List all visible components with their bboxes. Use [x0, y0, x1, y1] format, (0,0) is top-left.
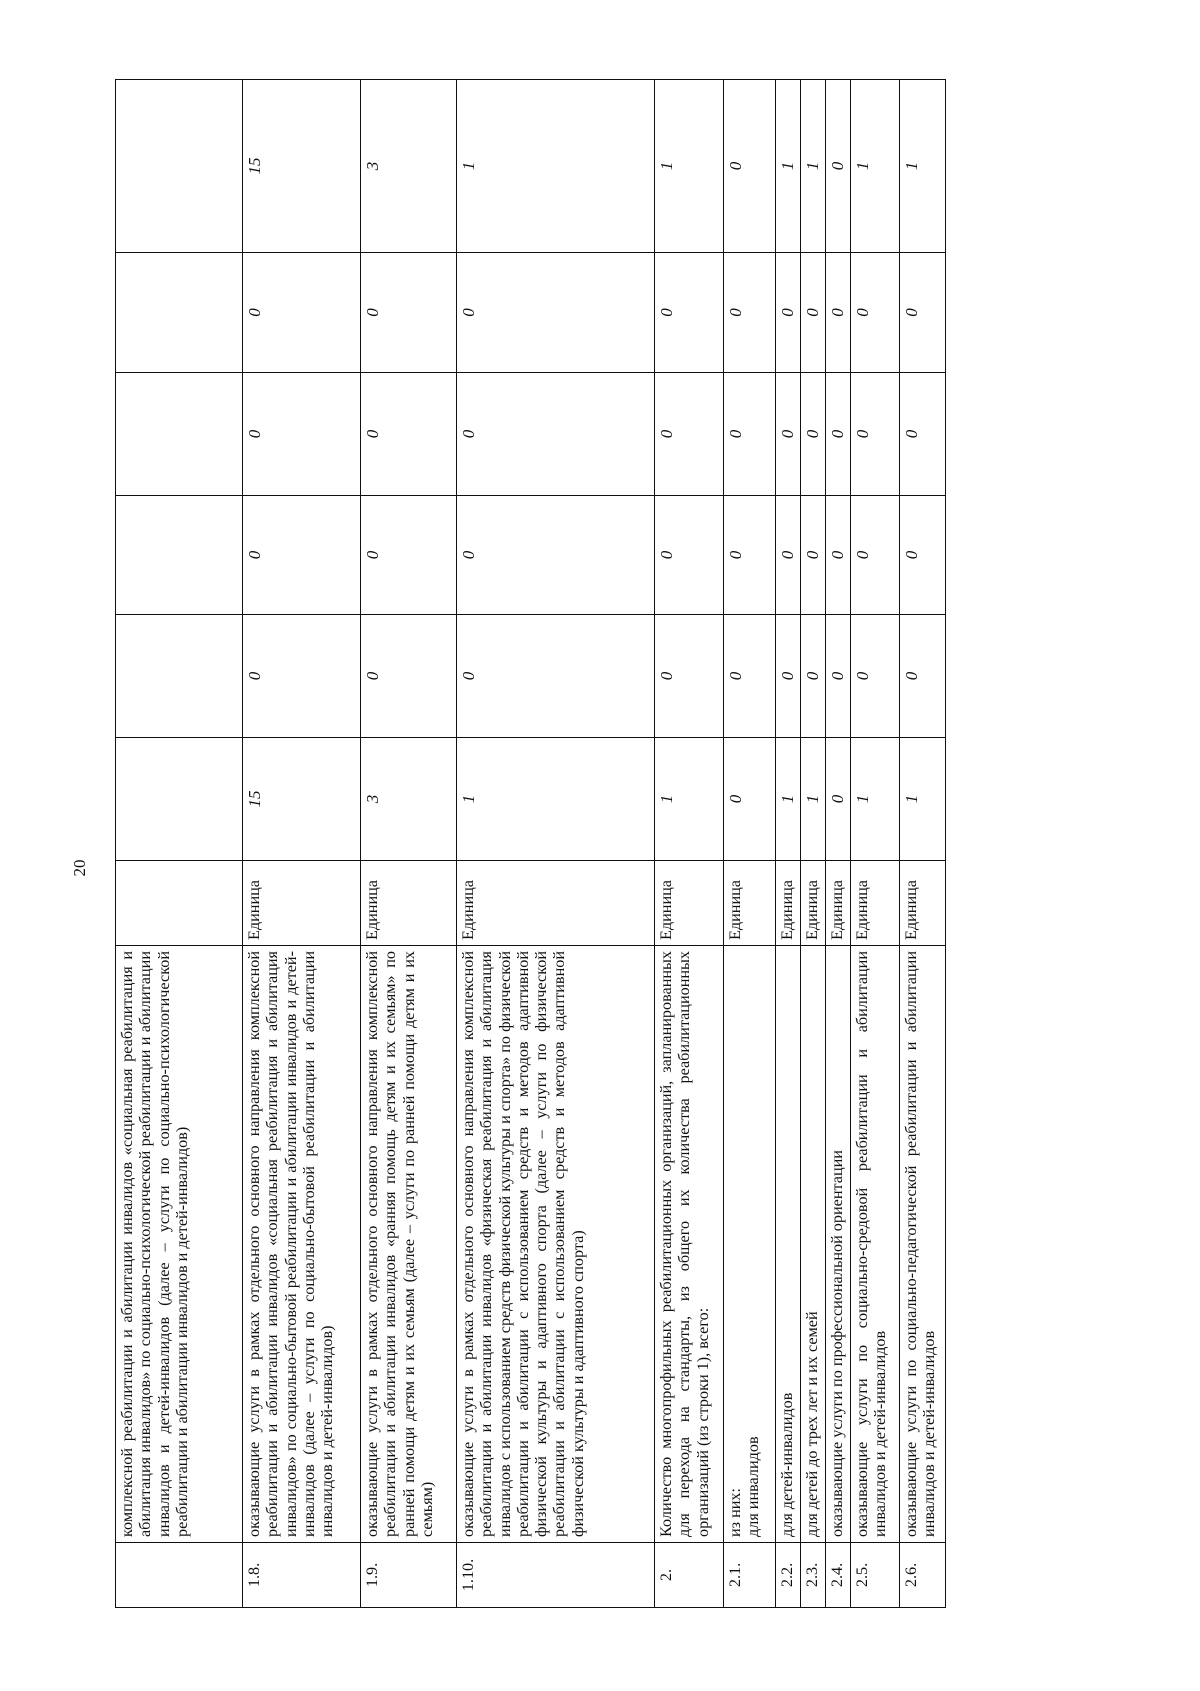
row-value-col-6: 1	[900, 80, 946, 253]
row-value-col-6: 1	[655, 80, 724, 253]
row-value-col-4: 0	[243, 373, 361, 496]
row-description: комплексной реабилитации и абилитации инвалидов «социальная реабилитация и абилитация инвалидов» по социально-психологической реабилитации и абилитации инвалидов и детей-инвалидов (далее – услуги по социально-психологической реабилитации и абилитации инвалидов и детей-инвалидов)	[116, 946, 243, 1543]
row-value-col-1: 0	[724, 738, 776, 861]
table-row	[724, 80, 776, 1608]
row-unit: Единица	[900, 861, 946, 946]
row-number	[116, 1543, 243, 1608]
row-value-col-2: 0	[724, 615, 776, 738]
table-row	[116, 80, 243, 1608]
row-description: Количество многопрофильных реабилитационных организаций, запланированных для перехода на стандарты, из общего их количества реабилитационных организаций (из строки 1), всего:	[655, 946, 724, 1543]
row-description: оказывающие услуги по социально-средовой реабилитации и абилитации инвалидов и детей-инвалидов	[851, 946, 900, 1543]
table-row	[776, 80, 801, 1608]
row-value-col-2: 0	[457, 615, 655, 738]
row-value-col-1: 1	[776, 738, 801, 861]
row-value-col-3: 0	[826, 496, 851, 615]
row-value-col-4: 0	[457, 373, 655, 496]
row-number: 2.4.	[826, 1543, 851, 1608]
row-value-col-2: 0	[801, 615, 826, 738]
row-value-col-3: 0	[801, 496, 826, 615]
row-value-col-6: 3	[361, 80, 457, 253]
row-value-col-4: 0	[826, 373, 851, 496]
row-value-col-2: 0	[243, 615, 361, 738]
row-value-col-4: 0	[801, 373, 826, 496]
row-value-col-1: 1	[457, 738, 655, 861]
row-value-col-2: 0	[851, 615, 900, 738]
row-value-col-6: 1	[457, 80, 655, 253]
row-value-col-6: 0	[826, 80, 851, 253]
row-unit: Единица	[826, 861, 851, 946]
indicators-table	[115, 79, 946, 1608]
row-value-col-3	[116, 496, 243, 615]
row-value-col-1: 15	[243, 738, 361, 861]
row-number: 2.3.	[801, 1543, 826, 1608]
row-description: оказывающие услуги в рамках отдельного основного направления комплексной реабилитации и абилитации инвалидов «социальная реабилитация и абилитация инвалидов» по социально-бытовой реабилитации и абилитации инвалидов и детей-инвалидов (далее – услуги по социально-бытовой реабилитации и абилитации инвалидов и детей-инвалидов)	[243, 946, 361, 1543]
row-value-col-6: 1	[851, 80, 900, 253]
row-description: для детей-инвалидов	[776, 946, 801, 1543]
row-value-col-5: 0	[724, 253, 776, 373]
row-number: 1.8.	[243, 1543, 361, 1608]
row-value-col-2: 0	[361, 615, 457, 738]
row-value-col-5: 0	[900, 253, 946, 373]
table-row	[801, 80, 826, 1608]
table-row	[851, 80, 900, 1608]
row-number: 2.5.	[851, 1543, 900, 1608]
row-unit: Единица	[243, 861, 361, 946]
row-value-col-2: 0	[900, 615, 946, 738]
row-value-col-4: 0	[851, 373, 900, 496]
row-value-col-5: 0	[776, 253, 801, 373]
row-unit	[116, 861, 243, 946]
row-number: 2.	[655, 1543, 724, 1608]
row-value-col-5: 0	[655, 253, 724, 373]
row-value-col-1: 1	[851, 738, 900, 861]
row-unit: Единица	[457, 861, 655, 946]
row-value-col-3: 0	[776, 496, 801, 615]
row-value-col-4: 0	[900, 373, 946, 496]
row-value-col-5: 0	[851, 253, 900, 373]
row-value-col-3: 0	[724, 496, 776, 615]
row-value-col-3: 0	[655, 496, 724, 615]
row-value-col-4: 0	[724, 373, 776, 496]
row-number: 1.10.	[457, 1543, 655, 1608]
row-value-col-6: 1	[776, 80, 801, 253]
page-number: 20	[70, 859, 89, 877]
row-unit: Единица	[724, 861, 776, 946]
row-value-col-5: 0	[801, 253, 826, 373]
row-description: оказывающие услуги в рамках отдельного основного направления комплексной реабилитации и абилитации инвалидов «ранняя помощь детям и их семьям» по ранней помощи детям и их семьям (далее – услуги по ранней помощи детям и их семьям)	[361, 946, 457, 1543]
row-description: оказывающие услуги по социально-педагогической реабилитации и абилитации инвалидов и детей-инвалидов	[900, 946, 946, 1543]
row-value-col-5: 0	[457, 253, 655, 373]
table-row	[655, 80, 724, 1608]
row-value-col-5: 0	[826, 253, 851, 373]
row-value-col-5: 0	[361, 253, 457, 373]
row-description: оказывающие услуги в рамках отдельного основного направления комплексной реабилитации и абилитации инвалидов «физическая реабилитация и абилитация инвалидов с использованием средств физической культуры и спорта» по физической реабилитации и абилитации с использованием средств и методов адаптивной физической культуры и адаптивного спорта (далее – услуги по физической реабилитации и абилитации с использованием средств и методов адаптивной физической культуры и адаптивного спорта)	[457, 946, 655, 1543]
row-unit: Единица	[361, 861, 457, 946]
rotated-table-container	[115, 80, 1063, 1608]
table-row	[826, 80, 851, 1608]
row-value-col-5: 0	[243, 253, 361, 373]
row-value-col-6: 15	[243, 80, 361, 253]
row-value-col-4: 0	[655, 373, 724, 496]
row-unit: Единица	[801, 861, 826, 946]
row-value-col-3: 0	[851, 496, 900, 615]
row-unit: Единица	[776, 861, 801, 946]
row-number: 2.1.	[724, 1543, 776, 1608]
row-value-col-3: 0	[900, 496, 946, 615]
row-value-col-2	[116, 615, 243, 738]
row-unit: Единица	[851, 861, 900, 946]
row-value-col-5	[116, 253, 243, 373]
row-description: оказывающие услуги по профессиональной ориентации	[826, 946, 851, 1543]
row-value-col-1	[116, 738, 243, 861]
row-value-col-2: 0	[776, 615, 801, 738]
row-value-col-3: 0	[457, 496, 655, 615]
row-value-col-6	[116, 80, 243, 253]
row-description: для детей до трех лет и их семей	[801, 946, 826, 1543]
row-value-col-4: 0	[776, 373, 801, 496]
table-row	[900, 80, 946, 1608]
row-value-col-4	[116, 373, 243, 496]
table-row	[243, 80, 361, 1608]
row-number: 2.2.	[776, 1543, 801, 1608]
row-value-col-1: 1	[655, 738, 724, 861]
row-value-col-2: 0	[826, 615, 851, 738]
row-value-col-1: 1	[900, 738, 946, 861]
row-value-col-4: 0	[361, 373, 457, 496]
row-value-col-1: 1	[801, 738, 826, 861]
table-row	[457, 80, 655, 1608]
row-number: 1.9.	[361, 1543, 457, 1608]
row-number: 2.6.	[900, 1543, 946, 1608]
row-value-col-2: 0	[655, 615, 724, 738]
row-description: из них: для инвалидов	[724, 946, 776, 1543]
table-row	[361, 80, 457, 1608]
row-value-col-6: 0	[724, 80, 776, 253]
row-value-col-1: 0	[826, 738, 851, 861]
row-value-col-1: 3	[361, 738, 457, 861]
row-value-col-6: 1	[801, 80, 826, 253]
row-unit: Единица	[655, 861, 724, 946]
row-value-col-3: 0	[361, 496, 457, 615]
table-body	[116, 80, 946, 1608]
row-value-col-3: 0	[243, 496, 361, 615]
